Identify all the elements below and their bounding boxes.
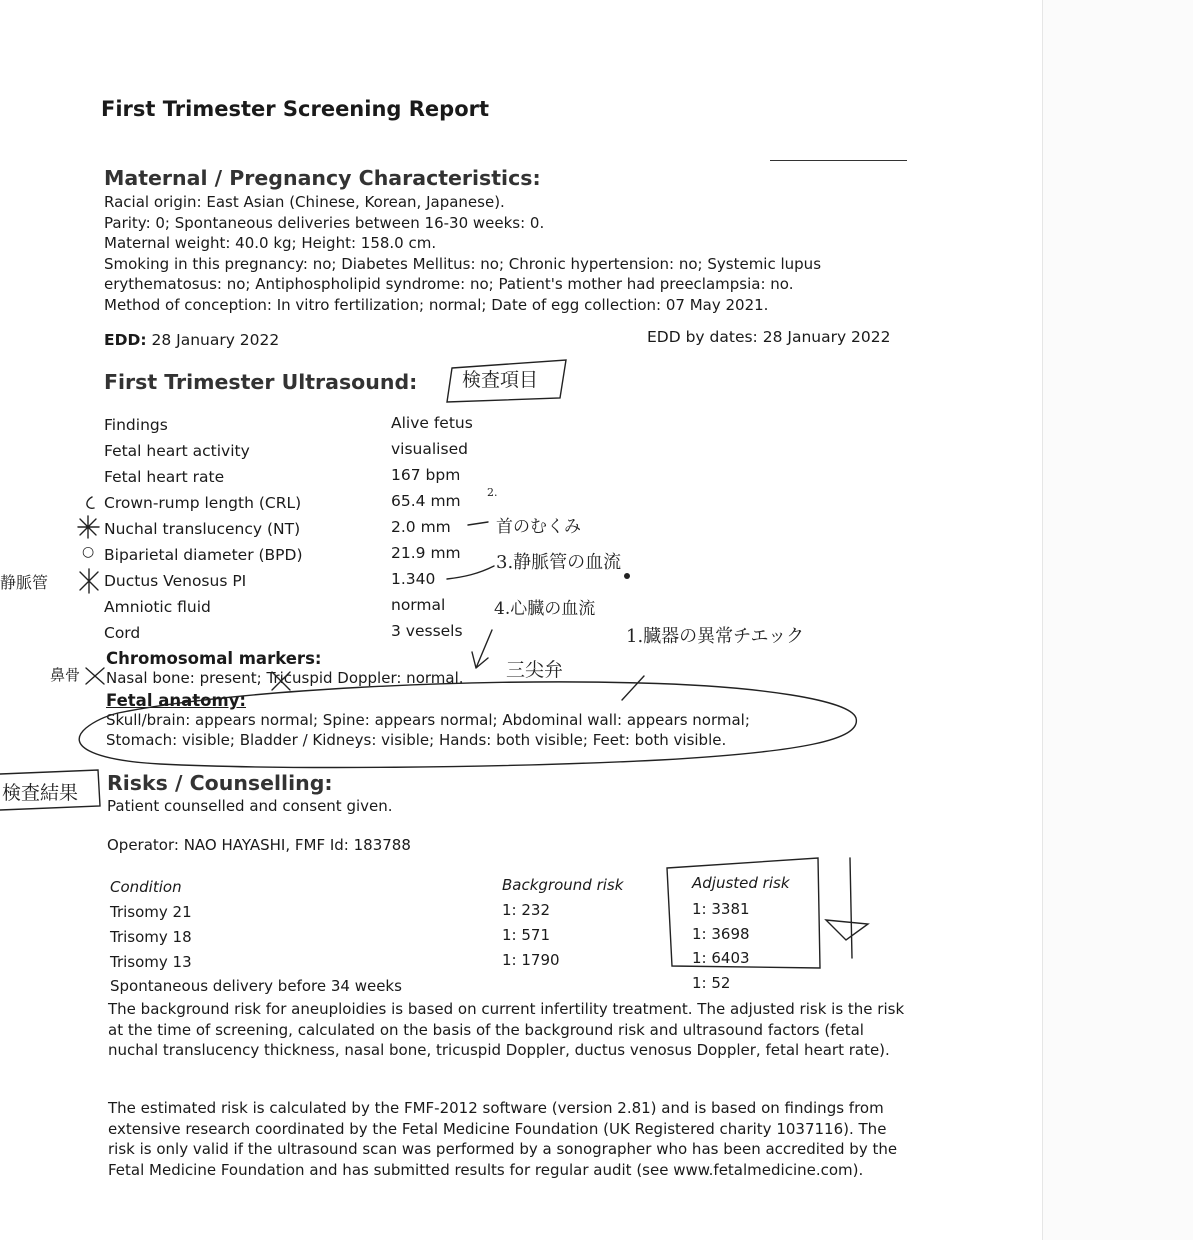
- risk-adjusted-preterm: 1: 52: [692, 974, 731, 992]
- dv-dot: [624, 573, 630, 579]
- operator-text: Operator: NAO HAYASHI, FMF Id: 183788: [107, 836, 411, 854]
- us-label-heart-activity: Fetal heart activity: [104, 442, 250, 460]
- maternal-line: Racial origin: East Asian (Chinese, Korean, Japanese).: [104, 193, 505, 211]
- us-label-nt: Nuchal translucency (NT): [104, 520, 301, 538]
- page-edge: [1042, 0, 1043, 1240]
- risks-heading: Risks / Counselling:: [107, 771, 333, 795]
- handwritten-exam-items: 検査項目: [462, 369, 539, 391]
- edd-value: 28 January 2022: [151, 331, 280, 349]
- report-title: First Trimester Screening Report: [101, 97, 490, 121]
- handwritten-nt-note: 首のむくみ: [496, 517, 581, 537]
- us-value-heart-activity: visualised: [391, 440, 468, 458]
- handwritten-tricuspid-note: 三尖弁: [506, 659, 564, 681]
- risk-adjusted-t18: 1: 3698: [692, 925, 750, 943]
- nt-dash: [468, 522, 488, 525]
- counselled-text: Patient counselled and consent given.: [107, 797, 393, 815]
- us-label-bpd: Biparietal diameter (BPD): [104, 546, 303, 564]
- us-label-amniotic: Amniotic fluid: [104, 598, 211, 616]
- cord-arrow: [472, 630, 492, 668]
- handwritten-number-2: 2.: [487, 486, 498, 499]
- maternal-line: Method of conception: In vitro fertilization; normal; Date of egg collection: 07 May 2021.: [104, 295, 769, 314]
- risk-condition-t13: Trisomy 13: [110, 953, 192, 971]
- risk-background-t18: 1: 571: [502, 926, 550, 944]
- us-label-dv: Ductus Venosus PI: [104, 572, 247, 590]
- handwritten-heart-note: 4.心臓の血流: [494, 599, 596, 619]
- risk-header-background: Background risk: [502, 876, 624, 894]
- edd-by-dates: [647, 328, 891, 346]
- organ-check-line: [622, 676, 644, 700]
- maternal-line: Maternal weight: 40.0 kg; Height: 158.0 cm.: [104, 234, 437, 252]
- handwritten-nasal-left: 鼻骨: [50, 666, 81, 684]
- us-label-findings: Findings: [104, 416, 168, 434]
- chromosomal-text: Nasal bone: present; Tricuspid Doppler: normal.: [106, 669, 464, 687]
- us-value-heart-rate: 167 bpm: [391, 466, 461, 484]
- us-value-bpd: 21.9 mm: [391, 544, 461, 562]
- down-arrow-stem: [850, 858, 852, 958]
- us-label-heart-rate: Fetal heart rate: [104, 468, 225, 486]
- maternal-heading: Maternal / Pregnancy Characteristics:: [104, 166, 541, 190]
- risk-background-t21: 1: 232: [502, 901, 550, 919]
- crl-mark: [87, 497, 94, 508]
- maternal-details: [104, 192, 821, 315]
- us-value-findings: Alive fetus: [391, 414, 473, 432]
- us-value-crl: 65.4 mm: [391, 492, 461, 510]
- us-value-cord: 3 vessels: [391, 622, 463, 640]
- anatomy-line: Skull/brain: appears normal; Spine: appears normal; Abdominal wall: appears normal;: [106, 711, 750, 729]
- risk-header-adjusted: Adjusted risk: [692, 874, 790, 892]
- edd: [104, 331, 279, 349]
- risk-adjusted-t13: 1: 6403: [692, 949, 750, 967]
- us-value-amniotic: normal: [391, 596, 446, 614]
- edd-label: EDD:: [104, 331, 147, 349]
- page-shadow: [1043, 0, 1193, 1240]
- down-arrow-head: [826, 920, 868, 940]
- handwritten-organ-note: 1.臓器の異常チエック: [626, 626, 805, 647]
- us-label-cord: Cord: [104, 624, 141, 642]
- software-disclaimer-paragraph: The estimated risk is calculated by the FMF-2012 software (version 2.81) and is based on findings from extensive research coordinated by the Fetal Medicine Foundation (UK Registered charity 1037116). The risk is only valid if the ultrasound scan was performed by a sonographer who has been accredited by the Fetal Medicine Foundation and has submitted results for regular audit (see www.fetalmedicine.com).: [108, 1099, 898, 1179]
- maternal-line: Parity: 0; Spontaneous deliveries between 16-30 weeks: 0.: [104, 213, 545, 232]
- ultrasound-heading: First Trimester Ultrasound:: [104, 370, 418, 394]
- anatomy-line: Stomach: visible; Bladder / Kidneys: visible; Hands: both visible; Feet: both visible.: [106, 730, 727, 749]
- nasal-star: [86, 668, 104, 684]
- anatomy-heading: Fetal anatomy:: [106, 691, 247, 710]
- risk-condition-t21: Trisomy 21: [110, 903, 192, 921]
- nt-star: [78, 516, 99, 538]
- handwritten-exam-results: 検査結果: [2, 782, 79, 804]
- edd-by-dates-label: EDD by dates:: [647, 328, 758, 346]
- risk-adjusted-t21: 1: 3381: [692, 900, 750, 918]
- handwritten-dv-left: 静脈管: [0, 573, 49, 592]
- handwritten-circle-mark: ○: [82, 544, 95, 560]
- maternal-line: Smoking in this pregnancy: no; Diabetes Mellitus: no; Chronic hypertension: no; Systemic lupus: [104, 254, 822, 273]
- risk-condition-t18: Trisomy 18: [110, 928, 192, 946]
- risk-background-t13: 1: 1790: [502, 951, 560, 969]
- dv-star: [80, 569, 98, 593]
- us-value-dv: 1.340: [391, 570, 436, 588]
- chromosomal-heading: Chromosomal markers:: [106, 649, 322, 668]
- header-rule: [770, 160, 907, 161]
- dv-line: [447, 566, 494, 579]
- risk-condition-preterm: Spontaneous delivery before 34 weeks: [110, 977, 402, 995]
- maternal-line: erythematosus: no; Antiphospholipid syndrome: no; Patient's mother had preeclampsia: no.: [104, 275, 794, 293]
- us-value-nt: 2.0 mm: [391, 518, 451, 536]
- anatomy-text: [106, 711, 750, 750]
- us-label-crl: Crown-rump length (CRL): [104, 494, 302, 512]
- risk-explanation-paragraph: The background risk for aneuploidies is based on current infertility treatment. The adjusted risk is the risk at the time of screening, calculated on the basis of the background risk and ultrasound factors (fetal nuchal translucency thickness, nasal bone, tricuspid Doppler, ductus venosus Doppler, fetal heart rate).: [108, 1000, 905, 1059]
- risk-header-condition: Condition: [110, 878, 182, 896]
- edd-by-dates-value: 28 January 2022: [762, 328, 891, 346]
- handwritten-dv-note: 3.静脈管の血流: [496, 552, 622, 573]
